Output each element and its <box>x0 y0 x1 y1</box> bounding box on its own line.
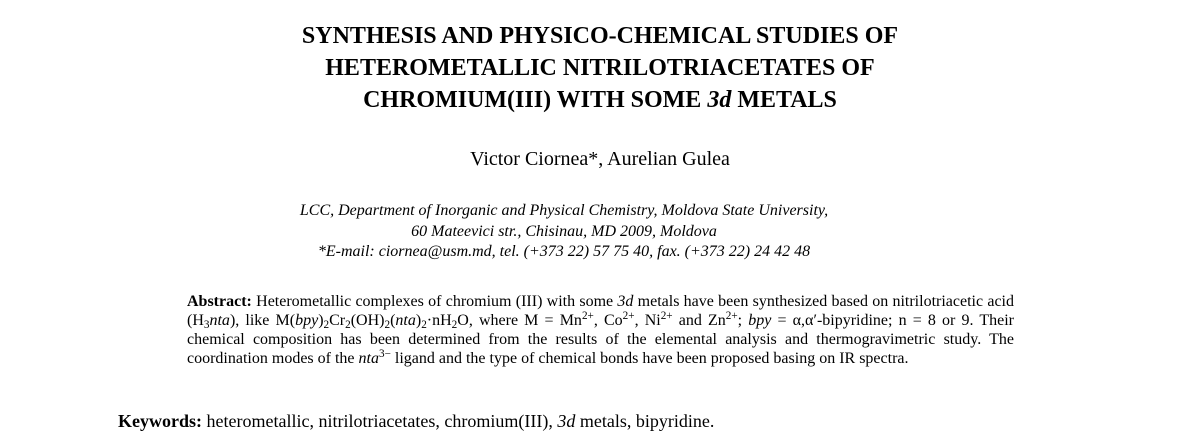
keywords <box>118 409 1118 433</box>
abstract-italic: 3d <box>617 293 634 310</box>
abstract-text: , Ni <box>634 312 661 329</box>
abstract-superscript: 2+ <box>660 310 673 323</box>
abstract-subscript: 2 <box>384 319 391 332</box>
abstract-italic: bpy <box>748 312 772 329</box>
abstract-subscript: 2 <box>345 319 351 332</box>
abstract-subscript: 2 <box>451 319 458 332</box>
paper-title <box>0 20 1200 116</box>
title-line-3-text: CHROMIUM(III) WITH SOME <box>363 87 708 113</box>
affiliation <box>0 201 1128 263</box>
keywords-italic: 3d <box>557 411 576 431</box>
abstract-text: Heterometallic complexes of chromium (III) with some <box>251 293 618 310</box>
abstract-italic: nta <box>395 312 416 329</box>
abstract <box>187 292 1014 368</box>
title-line-3-italic: 3d <box>707 87 732 113</box>
abstract-text: ) <box>415 312 422 329</box>
abstract-superscript: 2+ <box>622 310 635 323</box>
keywords-label: Keywords: <box>118 411 202 431</box>
abstract-superscript: 2+ <box>581 310 594 323</box>
keywords-text: metals, bipyridine. <box>575 411 715 431</box>
abstract-subscript: 2 <box>421 319 427 332</box>
abstract-label: Abstract: <box>187 293 252 310</box>
abstract-subscript: 3 <box>203 319 210 332</box>
abstract-text: , Co <box>593 312 623 329</box>
authors: Victor Ciornea*, Aurelian Gulea <box>470 148 730 170</box>
title-line-2: HETEROMETALLIC NITRILOTRIACETATES OF <box>325 55 875 81</box>
affiliation-line-1: LCC, Department of Inorganic and Physical Chemistry, Moldova State University, <box>299 202 829 219</box>
title-line-3 <box>0 84 1200 116</box>
keywords-text: heterometallic, nitrilotriacetates, chromium(III), <box>202 411 558 431</box>
abstract-italic: bpy <box>295 312 319 329</box>
affiliation-line-2: 60 Mateevici str., Chisinau, MD 2009, Moldova <box>411 222 717 240</box>
abstract-text: ligand and the type of chemical bonds have been proposed basing on IR spectra. <box>390 350 909 367</box>
abstract-text: ; <box>737 312 749 329</box>
abstract-superscript: 2+ <box>725 310 738 323</box>
abstract-text: ), like M( <box>229 312 296 329</box>
affiliation-contact: *E-mail: ciornea@usm.md, tel. (+373 22) 57 75 40, fax. (+373 22) 24 42 48 <box>317 243 811 260</box>
abstract-text: ( <box>390 312 396 329</box>
abstract-text: ) <box>318 312 324 329</box>
abstract-text: (OH) <box>350 312 385 329</box>
abstract-italic: nta <box>209 312 230 329</box>
title-line-1: SYNTHESIS AND PHYSICO-CHEMICAL STUDIES OF <box>301 23 899 49</box>
abstract-text: Cr <box>329 312 346 329</box>
abstract-text: = α,α′-bipyridine; n = 8 or 9. Their chemical composition has been determined from the results of the elemental analysis and thermogravimetric study. The coordination modes of the <box>187 312 1015 367</box>
abstract-superscript: 3− <box>378 348 391 361</box>
abstract-text: ·nH <box>426 312 452 329</box>
abstract-text: metals have been synthesized based on nitrilotriacetic acid (H <box>187 293 1014 329</box>
abstract-subscript: 2 <box>323 319 330 332</box>
abstract-text: O, where M = Mn <box>457 312 582 329</box>
abstract-italic: nta <box>358 350 379 367</box>
title-line-3-end: METALS <box>731 87 837 113</box>
abstract-text: and Zn <box>672 312 726 329</box>
